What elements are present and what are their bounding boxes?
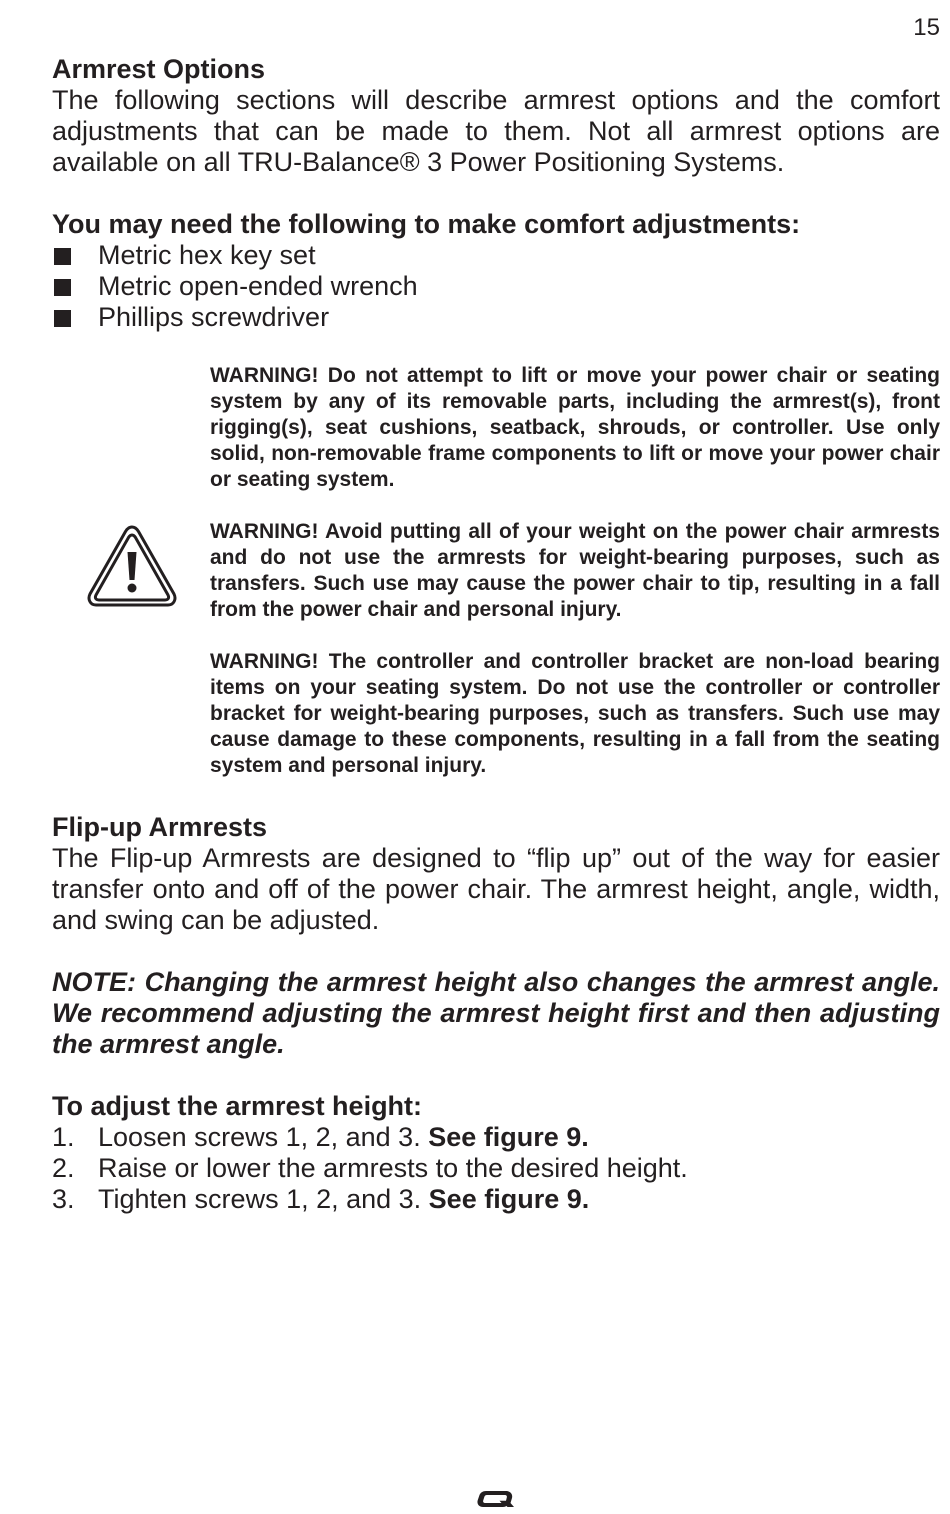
list-item (52, 271, 940, 302)
warning-controller: WARNING! The controller and controller bracket are non-load bearing items on your seating system. Do not use the controller or controller bracket for weight-bearing purposes, such as transfers. Such use may cause damage to these components, resulting in a fall from the seating system and personal injury. (210, 650, 940, 777)
height-adjust-heading: To adjust the armrest height: (52, 1091, 423, 1121)
step-text: Raise or lower the armrests to the desired height. (98, 1153, 688, 1183)
quantum-q-logo-icon (477, 1489, 515, 1509)
step-number: 1. (52, 1122, 75, 1152)
list-item (52, 1184, 940, 1215)
square-bullet-icon (54, 279, 71, 296)
list-item (52, 1153, 940, 1184)
tool-item-label: Metric hex key set (98, 240, 316, 270)
list-item (52, 302, 940, 333)
warning-triangle-icon (86, 524, 178, 608)
square-bullet-icon (54, 248, 71, 265)
flip-up-armrests-heading: Flip-up Armrests (52, 812, 268, 842)
step-number: 3. (52, 1184, 75, 1214)
step-number: 2. (52, 1153, 75, 1183)
step-text: Loosen screws 1, 2, and 3. (98, 1122, 429, 1152)
figure-reference: See figure 9. (428, 1184, 590, 1214)
tools-list (52, 240, 940, 333)
height-adjust-steps (52, 1122, 940, 1215)
square-bullet-icon (54, 310, 71, 327)
armrest-note: NOTE: Changing the armrest height also changes the armrest angle. We recommend adjusting the armrest height first and then adjusting the armrest angle. (52, 967, 940, 1059)
tools-heading: You may need the following to make comfort adjustments: (52, 209, 801, 239)
armrest-options-intro: The following sections will describe armrest options and the comfort adjustments that can be made to them. Not all armrest options are available on all TRU-Balance® 3 Power Positioning Systems. (52, 85, 940, 177)
tool-item-label: Metric open-ended wrench (98, 271, 418, 301)
warning-lifting: WARNING! Do not attempt to lift or move your power chair or seating system by any of its removable parts, including the armrest(s), front rigging(s), seat cushions, seatback, shrouds, or controller. Use only solid, non-removable frame components to lift or move your power chair or seating system. (210, 364, 940, 491)
list-item (52, 240, 940, 271)
armrest-options-heading: Armrest Options (52, 54, 266, 84)
figure-reference: See figure 9. (428, 1122, 589, 1152)
tool-item-label: Phillips screwdriver (98, 302, 330, 332)
warning-armrest-weight: WARNING! Avoid putting all of your weight on the power chair armrests and do not use the armrests for weight-bearing purposes, such as transfers. Such use may cause the power chair to tip, resulting in a fall from the power chair and personal injury. (210, 520, 940, 621)
warnings-block (52, 363, 940, 779)
flip-up-armrests-body: The Flip-up Armrests are designed to “flip up” out of the way for easier transfer onto and off of the power chair. The armrest height, angle, width, and swing can be adjusted. (52, 843, 940, 935)
page-number: 15 (913, 14, 940, 41)
page-content (52, 54, 940, 1215)
list-item (52, 1122, 940, 1153)
step-text: Tighten screws 1, 2, and 3. (98, 1184, 429, 1214)
